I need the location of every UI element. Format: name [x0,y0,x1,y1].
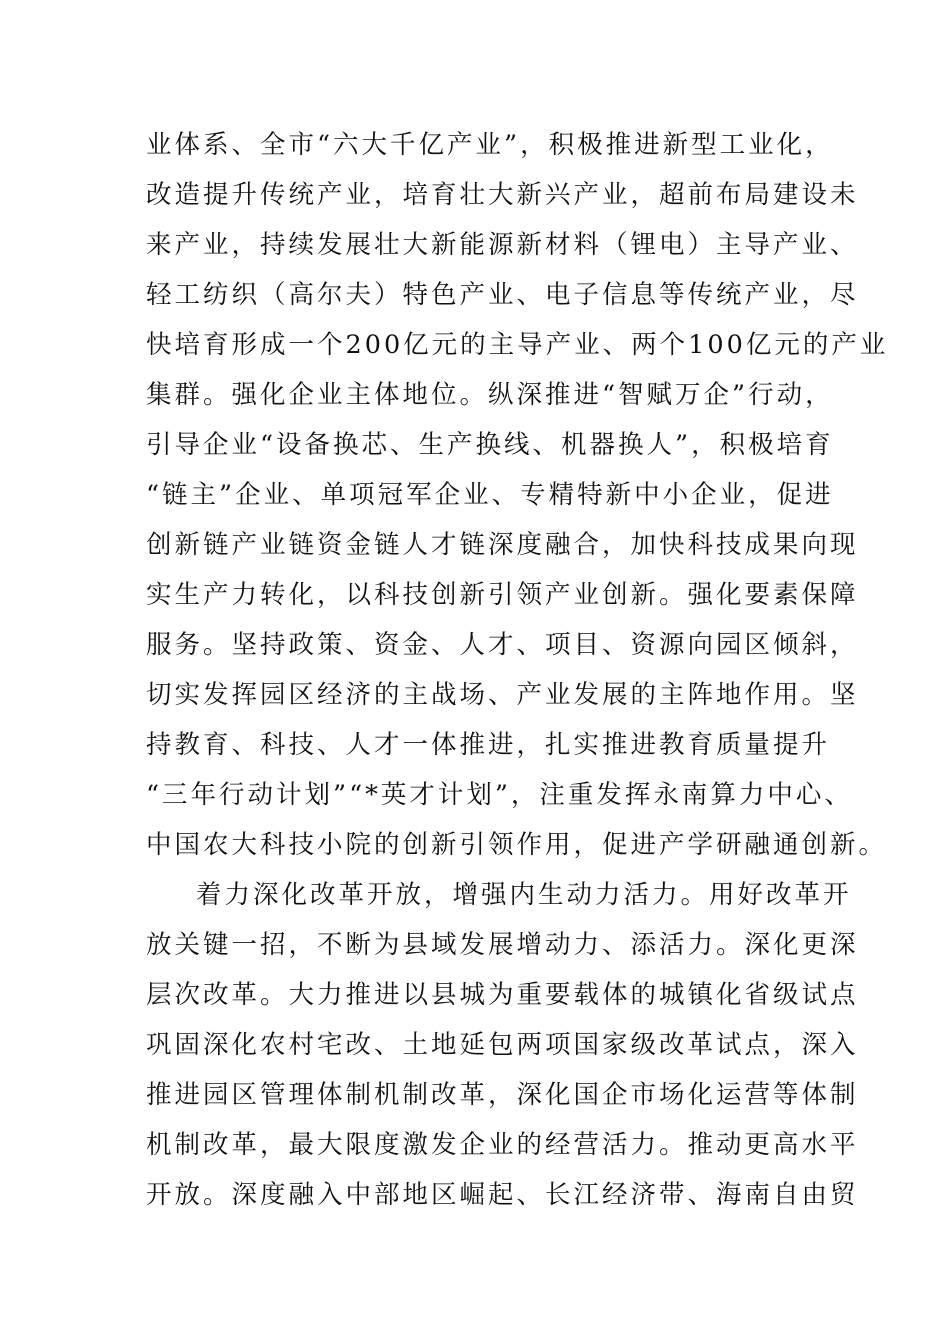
text-line: 服务。坚持政策、资金、人才、项目、资源向园区倾斜， [146,630,859,660]
text-line: 引导企业“设备换芯、生产换线、机器换人”，积极培育 [146,430,834,460]
text-line: 业体系、全市“六大千亿产业”，积极推进新型工业化， [146,130,834,160]
text-line: 改造提升传统产业，培育壮大新兴产业，超前布局建设未 [146,180,859,210]
text-line: 创新链产业链资金链人才链深度融合，加快科技成果向现 [146,530,859,560]
text-line: 轻工纺织（高尔夫）特色产业、电子信息等传统产业，尽 [146,280,859,310]
text-line: 巩固深化农村宅改、土地延包两项国家级改革试点，深入 [146,1030,859,1060]
text-line: 持教育、科技、人才一体推进，扎实推进教育质量提升 [146,730,831,760]
text-line: 来产业，持续发展壮大新能源新材料（锂电）主导产业、 [146,230,859,260]
text-line: 切实发挥园区经济的主战场、产业发展的主阵地作用。坚 [146,680,859,710]
text-line: 开放。深度融入中部地区崛起、长江经济带、海南自由贸 [146,1180,859,1210]
text-line: 层次改革。大力推进以县城为重要载体的城镇化省级试点 [146,980,859,1010]
text-line: “三年行动计划”“*英才计划”，注重发挥永南算力中心、 [146,780,853,810]
text-line: 快培育形成一个200亿元的主导产业、两个100亿元的产业 [146,330,889,360]
paragraph-start-line: 着力深化改革开放，增强内生动力活力。用好改革开 [196,880,852,910]
text-line: 中国农大科技小院的创新引领作用，促进产学研融通创新。 [146,830,888,860]
text-line: 放关键一招，不断为县域发展增动力、添活力。深化更深 [146,930,859,960]
text-line: 推进园区管理体制机制改革，深化国企市场化运营等体制 [146,1080,859,1110]
text-line: “链主”企业、单项冠军企业、专精特新中小企业，促进 [146,480,834,510]
text-line: 实生产力转化，以科技创新引领产业创新。强化要素保障 [146,580,859,610]
text-line: 机制改革，最大限度激发企业的经营活力。推动更高水平 [146,1130,859,1160]
text-line: 集群。强化企业主体地位。纵深推进“智赋万企”行动， [146,380,834,410]
